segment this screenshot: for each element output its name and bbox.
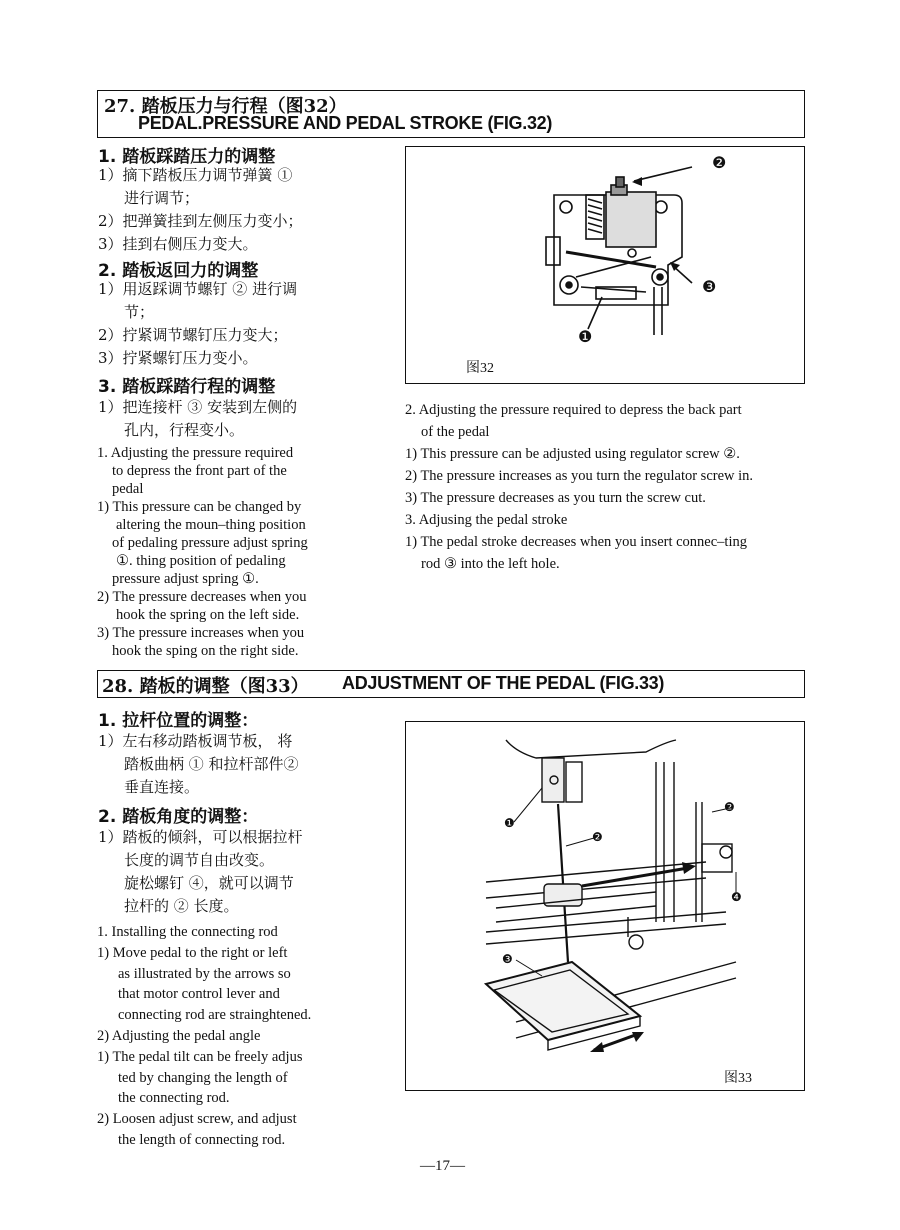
text-line: to depress the front part of the — [112, 463, 287, 479]
list-item: 长度的调节自由改变。 — [124, 851, 275, 869]
figure-33 — [405, 721, 805, 1091]
sec28-english — [97, 922, 397, 1151]
section-27-header — [97, 90, 805, 138]
pedal-adjustment-illustration — [406, 722, 804, 1090]
list-item: 踏板曲柄 ① 和拉杆部件② — [124, 755, 299, 773]
list-item: 孔内，行程变小。 — [124, 421, 245, 439]
list-item: 拉杆的 ② 长度。 — [124, 897, 239, 915]
sec27-sub1-list — [98, 164, 303, 256]
text-line: the connecting rod. — [118, 1090, 230, 1107]
list-item: 2）把弹簧挂到左侧压力变小； — [98, 212, 303, 230]
callout-3: ❸ — [502, 952, 513, 966]
text-line: pedal — [112, 481, 144, 497]
text-line: 2) The pressure decreases when you — [97, 589, 307, 605]
text-line: that motor control lever and — [118, 986, 280, 1003]
section-28-header — [97, 670, 805, 698]
page-number: —17— — [420, 1158, 465, 1174]
list-item: 3）挂到右侧压力变大。 — [98, 235, 258, 253]
text-line: 1) The pedal tilt can be freely adjus — [97, 1048, 303, 1065]
sec27-sub2-list — [98, 278, 297, 370]
text-line: 2. Adjusting the pressure required to depress the back part — [405, 402, 742, 418]
text-line: as illustrated by the arrows so — [118, 965, 291, 982]
callout-1: ❶ — [578, 327, 593, 346]
list-item: 1）摘下踏板压力调节弹簧 ① — [98, 166, 293, 184]
text-line: 2) Loosen adjust screw, and adjust — [97, 1111, 297, 1128]
text-line: of pedaling pressure adjust spring — [112, 535, 308, 551]
pedal-mechanism-illustration — [406, 147, 804, 383]
text-line: 2) Adjusting the pedal angle — [97, 1027, 261, 1044]
callout-2: ❷ — [712, 153, 727, 172]
section-27-title-zh: 27. 踏板压力与行程（图32） — [104, 96, 347, 117]
figure-32 — [405, 146, 805, 384]
sec27-english-right — [405, 399, 825, 575]
callout-2: ❷ — [592, 830, 603, 844]
text-line: 2) The pressure increases as you turn the regulator screw in. — [405, 468, 754, 484]
sec27-english-left — [97, 444, 397, 660]
text-line: ①. thing position of pedaling — [116, 553, 286, 569]
text-line: 3) The pressure increases when you — [97, 625, 305, 641]
list-item: 进行调节； — [124, 189, 200, 207]
list-item: 2）拧紧调节螺钉压力变大； — [98, 326, 288, 344]
text-line: altering the moun–thing position — [116, 517, 306, 533]
text-line: 1. Adjusting the pressure required — [97, 445, 294, 461]
sec27-sub3-heading: 3. 踏板踩踏行程的调整 — [98, 377, 276, 397]
sec27-sub1-heading: 1. 踏板踩踏压力的调整 — [98, 147, 276, 167]
sec28-sub2-heading: 2. 踏板角度的调整： — [98, 807, 259, 827]
text-line: pressure adjust spring ①. — [112, 571, 259, 587]
section-28-title-en: ADJUSTMENT OF THE PEDAL (FIG.33) — [342, 673, 665, 693]
list-item: 1）踏板的倾斜，可以根据拉杆 — [98, 828, 303, 846]
list-item: 1）把连接杆 ③ 安装到左侧的 — [98, 398, 298, 416]
text-line: 1) Move pedal to the right or left — [97, 944, 288, 961]
list-item: 垂直连接。 — [124, 778, 200, 796]
sec28-sub1-list — [98, 730, 299, 799]
text-line: of the pedal — [421, 424, 490, 440]
text-line: 1. Installing the connecting rod — [97, 924, 278, 940]
text-line: hook the spring on the left side. — [116, 607, 300, 623]
list-item: 3）拧紧螺钉压力变小。 — [98, 349, 258, 367]
text-line: ted by changing the length of — [118, 1069, 288, 1086]
sec27-sub3-list — [98, 396, 297, 442]
list-item: 节； — [124, 303, 155, 321]
text-line: 1) This pressure can be changed by — [97, 499, 302, 515]
text-line: hook the sping on the right side. — [112, 643, 299, 659]
section-27-title-en: PEDAL.PRESSURE AND PEDAL STROKE (FIG.32) — [138, 113, 553, 133]
sec27-sub2-heading: 2. 踏板返回力的调整 — [98, 261, 259, 281]
text-line: connecting rod are strainghtened. — [118, 1007, 312, 1024]
list-item: 1）左右移动踏板调节板， 将 — [98, 732, 293, 750]
callout-2: ❷ — [724, 800, 735, 814]
text-line: rod ③ into the left hole. — [421, 556, 560, 572]
callout-4: ❹ — [731, 890, 742, 904]
text-line: the length of connecting rod. — [118, 1131, 286, 1148]
section-28-title-zh: 28. 踏板的调整（图33） — [102, 676, 309, 697]
figure-32-label: 图32 — [466, 361, 494, 376]
text-line: 1) This pressure can be adjusted using regulator screw ②. — [405, 446, 740, 462]
text-line: 3. Adjusing the pedal stroke — [405, 512, 568, 528]
figure-33-label: 图33 — [724, 1071, 752, 1086]
callout-3: ❸ — [702, 277, 717, 296]
callout-1: ❶ — [504, 816, 515, 830]
text-line: 1) The pedal stroke decreases when you insert connec–ting — [405, 534, 747, 550]
sec28-sub2-list — [98, 826, 303, 918]
sec28-sub1-heading: 1. 拉杆位置的调整： — [98, 711, 259, 731]
list-item: 旋松螺钉 ④，就可以调节 — [124, 874, 294, 892]
text-line: 3) The pressure decreases as you turn the screw cut. — [405, 490, 706, 506]
list-item: 1）用返踩调节螺钉 ② 进行调 — [98, 280, 298, 298]
